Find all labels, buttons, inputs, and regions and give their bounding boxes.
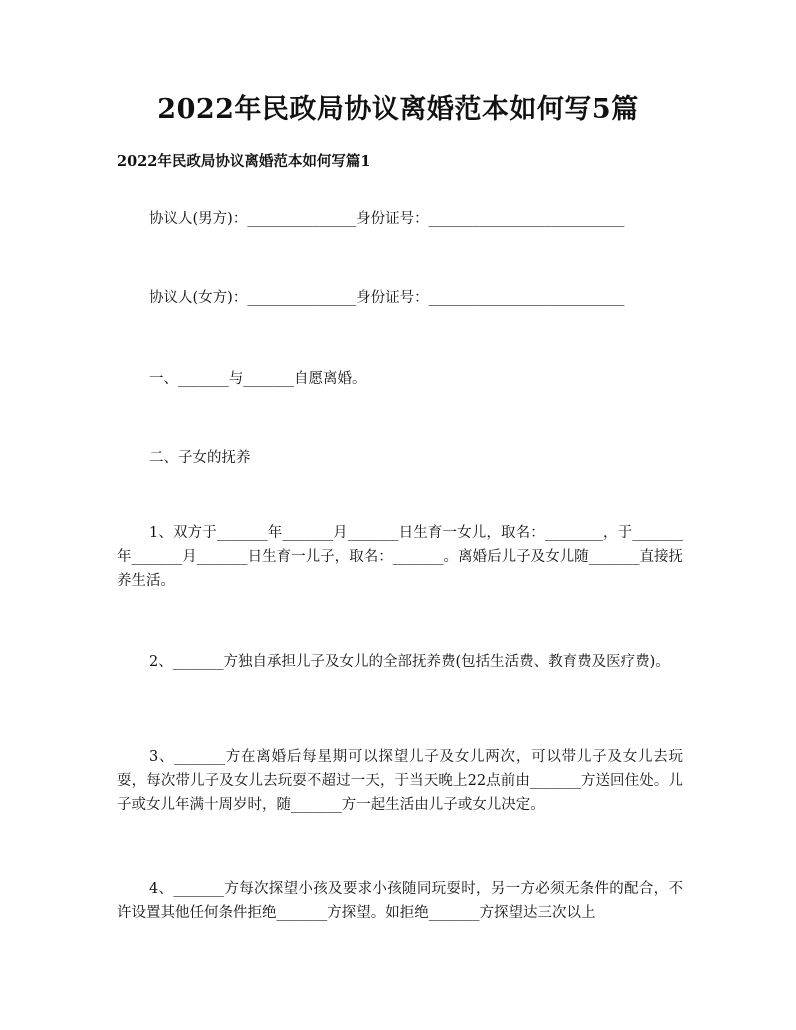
paragraph-item-1: 1、双方于_______年_______月_______日生育一女儿，取名：________，于_______年_______月_______日生育一儿子，取名：_______。离婚后儿子及女儿随_______直接抚养生活。 <box>117 525 683 589</box>
document-title: 2022年民政局协议离婚范本如何写5篇 <box>157 94 639 125</box>
paragraph-clause-two-heading: 二、子女的抚养 <box>149 450 251 466</box>
paragraph-clause-one: 一、_______与_______自愿离婚。 <box>149 371 367 387</box>
paragraph-item-3: 3、_______方在离婚后每星期可以探望儿子及女儿两次，可以带儿子及女儿去玩耍，每次带儿子及女儿去玩耍不超过一天，于当天晚上22点前由_______方送回住处。儿子或女儿年满十周岁时，随_______方一起生活由儿子或女儿决定。 <box>117 749 683 813</box>
paragraph-item-4: 4、_______方每次探望小孩及要求小孩随同玩耍时，另一方必须无条件的配合，不许设置其他任何条件拒绝_______方探望。如拒绝_______方探望达三次以上 <box>117 881 683 921</box>
paragraph-male-party: 协议人(男方)：_______________身份证号：___________________________ <box>149 211 625 227</box>
section-heading: 2022年民政局协议离婚范本如何写篇1 <box>117 153 371 170</box>
paragraph-female-party: 协议人(女方)：_______________身份证号：___________________________ <box>149 290 625 306</box>
paragraph-item-2: 2、_______方独自承担儿子及女儿的全部抚养费(包括生活费、教育费及医疗费)。 <box>149 654 670 670</box>
